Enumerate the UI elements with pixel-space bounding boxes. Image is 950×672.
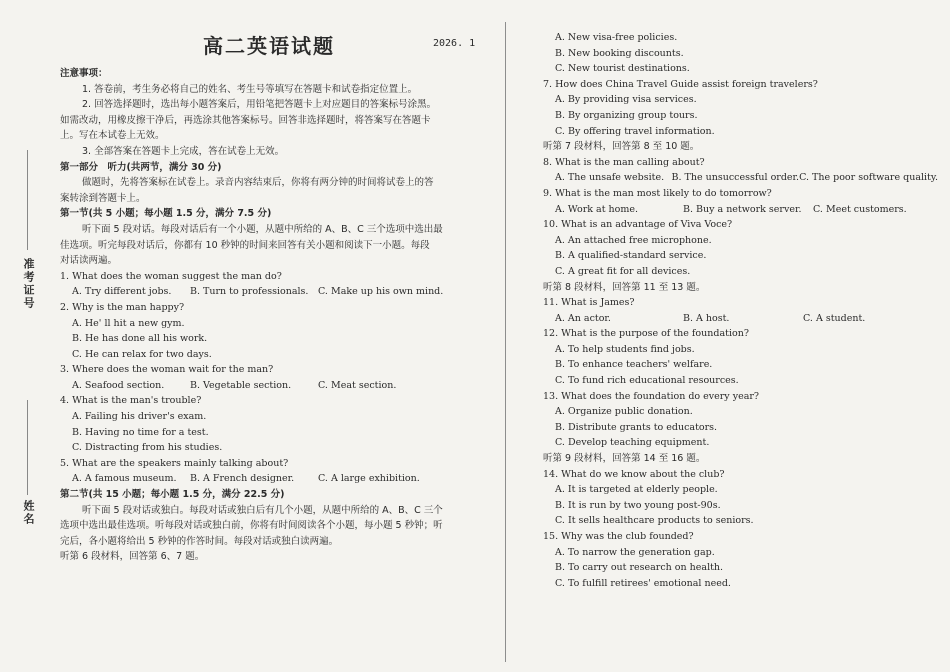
part1-heading: 第一部分 听力(共两节，满分 30 分) [60, 161, 222, 173]
question-3-options [60, 378, 485, 394]
material-7-note: 听第 7 段材料，回答第 8 至 10 题。 [543, 141, 700, 153]
option-a: A. Organize public donation. [555, 406, 693, 418]
option-c: C. Develop teaching equipment. [555, 437, 710, 449]
right-column [543, 30, 938, 591]
option-a: A. It is targeted at elderly people. [555, 484, 718, 496]
option-a: A. Seafood section. [72, 379, 165, 391]
question-7: 7. How does China Travel Guide assist foreign travelers? [543, 78, 818, 90]
option-b: B. Vegetable section. [190, 379, 292, 391]
option-b: B. To carry out research on health. [555, 562, 724, 574]
exam-date: 2026. 1 [433, 38, 476, 49]
option-a: A. By providing visa services. [555, 94, 697, 106]
option-a: A. Failing his driver's exam. [72, 411, 207, 423]
option-b: B. Turn to professionals. [190, 286, 309, 298]
gutter-line-top [27, 150, 28, 250]
question-12: 12. What is the purpose of the foundation? [543, 328, 749, 340]
option-b: B. He has done all his work. [72, 333, 208, 345]
option-b: B. A host. [683, 312, 730, 324]
section1-heading: 第一节(共 5 小题；每小题 1.5 分，满分 7.5 分) [60, 208, 272, 220]
question-4: 4. What is the man's trouble? [60, 395, 202, 407]
section2-intro-line-3: 完后，各小题将给出 5 秒钟的作答时间。每段对话或独白读两遍。 [60, 535, 339, 547]
option-b: B. Buy a network server. [683, 203, 802, 215]
question-1: 1. What does the woman suggest the man do? [60, 270, 282, 282]
option-b: B. Having no time for a test. [72, 426, 209, 438]
question-14: 14. What do we know about the club? [543, 468, 725, 480]
question-13: 13. What does the foundation do every year? [543, 390, 759, 402]
option-a: A. Work at home. [555, 203, 639, 215]
notice-item-3: 3. 全部答案在答题卡上完成，答在试卷上无效。 [82, 145, 285, 157]
option-a: A. The unsafe website. [555, 172, 665, 184]
option-b: B. The unsuccessful order. [671, 172, 800, 184]
option-c: C. New tourist destinations. [555, 63, 690, 75]
question-11-options [543, 311, 938, 327]
gutter-line-middle [27, 400, 28, 495]
material-9-note: 听第 9 段材料，回答第 14 至 16 题。 [543, 453, 706, 465]
material-8-note: 听第 8 段材料，回答第 11 至 13 题。 [543, 281, 706, 293]
question-11: 11. What is James? [543, 297, 635, 309]
option-b: B. To enhance teachers' welfare. [555, 359, 713, 371]
option-b: B. By organizing group tours. [555, 109, 698, 121]
material-6-note: 听第 6 段材料，回答第 6、7 题。 [60, 551, 205, 563]
section2-heading: 第二节(共 15 小题；每小题 1.5 分，满分 22.5 分) [60, 489, 285, 501]
question-15: 15. Why was the club founded? [543, 531, 694, 542]
question-10: 10. What is an advantage of Viva Voce? [543, 219, 733, 231]
section1-intro-line-2: 佳选项。听完每段对话后，你都有 10 秒钟的时间来回答有关小题和阅读下一小题。每段 [60, 239, 430, 251]
page-title: 高二英语试题 [203, 34, 335, 58]
question-2: 2. Why is the man happy? [60, 301, 185, 313]
option-a: A. New visa-free policies. [555, 32, 678, 43]
notice-item-2-line-2: 如需改动，用橡皮擦干净后，再选涂其他答案标号。回答非选择题时，将答案写在答题卡 [60, 114, 431, 126]
option-c: C. The poor software quality. [799, 172, 938, 184]
section2-intro-line-2: 选项中选出最佳选项。听每段对话或独白前，你将有时间阅读各个小题，每小题 5 秒钟；听 [60, 520, 443, 532]
option-a: A. To help students find jobs. [555, 343, 695, 355]
option-b: B. It is run by two young post-90s. [555, 499, 721, 511]
option-c: C. Make up his own mind. [318, 286, 444, 298]
question-9-options [543, 202, 938, 218]
notice-item-2-line-1: 2. 回答选择题时，选出每小题答案后，用铅笔把答题卡上对应题目的答案标号涂黑。 [82, 99, 437, 111]
option-c: C. To fund rich educational resources. [555, 375, 739, 387]
option-c: C. He can relax for two days. [72, 348, 212, 360]
notice-item-2-line-3: 上。写在本试卷上无效。 [60, 130, 165, 142]
left-column [60, 66, 485, 565]
option-b: B. New booking discounts. [555, 47, 684, 59]
question-5: 5. What are the speakers mainly talking about? [60, 457, 289, 469]
notice-item-1: 1. 答卷前，考生务必将自己的姓名、考生号等填写在答题卡和试卷指定位置上。 [82, 83, 418, 95]
option-c: C. Meet customers. [813, 203, 907, 215]
option-a: A. An actor. [555, 312, 611, 324]
option-b: B. A French designer. [190, 473, 295, 485]
option-c: C. A great fit for all devices. [555, 265, 691, 277]
option-c: C. Meat section. [318, 379, 397, 391]
section1-intro-line-1: 听下面 5 段对话。每段对话后有一个小题，从题中所给的 A、B、C 三个选项中选出最 [82, 223, 443, 235]
option-a: A. He' ll hit a new gym. [72, 317, 185, 329]
notice-heading: 注意事项： [60, 68, 108, 79]
option-c: C. It sells healthcare products to seniors. [555, 515, 754, 527]
option-c: C. To fulfill retirees' emotional need. [555, 577, 731, 589]
option-b: B. A qualified-standard service. [555, 250, 707, 262]
option-a: A. To narrow the generation gap. [555, 546, 715, 558]
column-divider [505, 22, 506, 662]
option-c: C. By offering travel information. [555, 125, 715, 137]
question-5-options [60, 471, 485, 487]
question-8: 8. What is the man calling about? [543, 156, 705, 168]
section2-intro-line-1: 听下面 5 段对话或独白。每段对话或独白后有几个小题，从题中所给的 A、B、C 三个 [82, 504, 443, 516]
gutter-label-name: 姓名 [22, 500, 35, 526]
section1-intro-line-3: 对话读两遍。 [60, 255, 118, 267]
part1-intro-line-2: 案转涂到答题卡上。 [60, 192, 146, 204]
option-c: C. A large exhibition. [318, 473, 420, 485]
question-1-options [60, 284, 485, 300]
option-c: C. A student. [803, 312, 866, 324]
question-9: 9. What is the man most likely to do tomorrow? [543, 187, 772, 199]
option-b: B. Distribute grants to educators. [555, 421, 718, 433]
part1-intro-line-1: 做题时，先将答案标在试卷上。录音内容结束后，你将有两分钟的时间将试卷上的答 [82, 177, 434, 189]
option-a: A. An attached free microphone. [555, 234, 712, 246]
gutter-label-exam-number: 准考证号 [22, 258, 35, 310]
option-c: C. Distracting from his studies. [72, 442, 223, 454]
option-a: A. A famous museum. [72, 473, 177, 485]
option-a: A. Try different jobs. [72, 286, 172, 298]
question-8-options [543, 170, 938, 186]
question-3: 3. Where does the woman wait for the man? [60, 364, 274, 376]
